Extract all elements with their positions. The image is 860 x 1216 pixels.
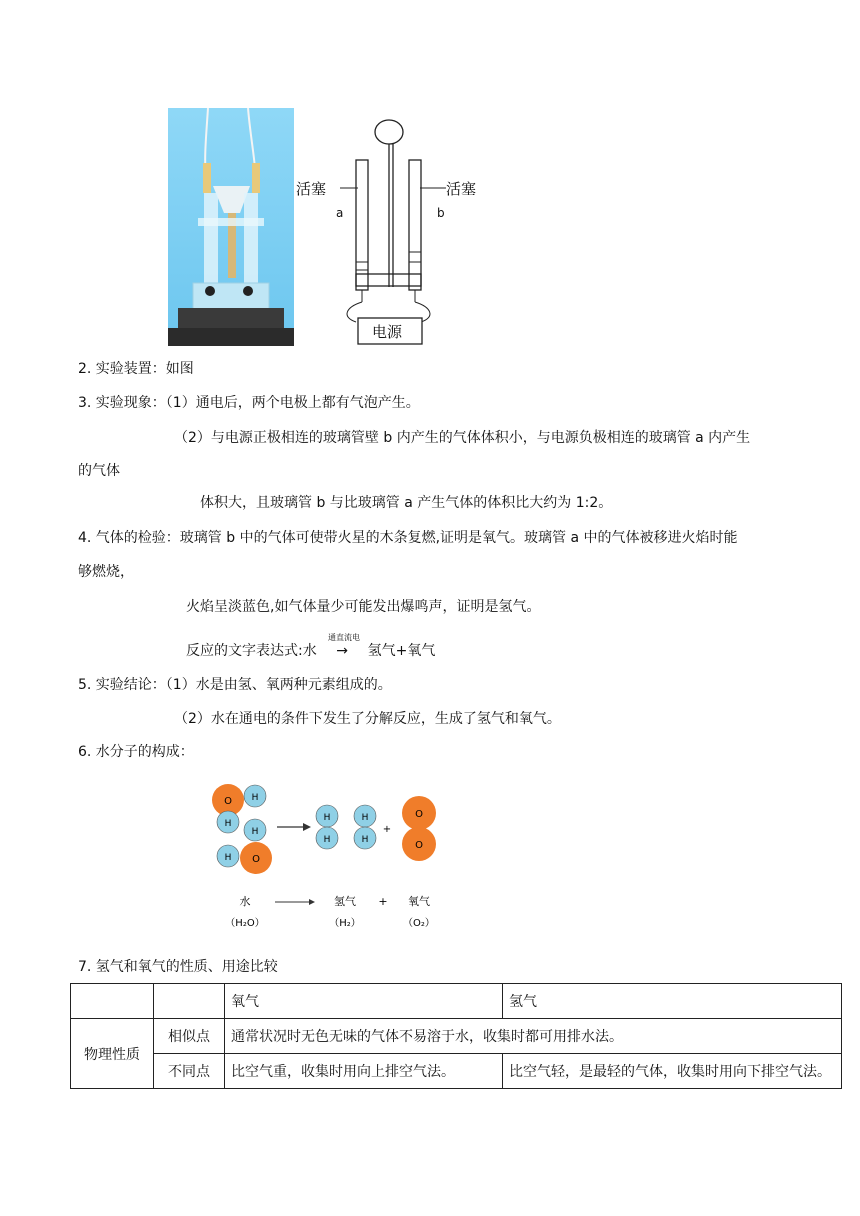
table-row [71, 1019, 842, 1054]
reaction-arrow: → [336, 643, 349, 659]
atom-o-3: O [415, 809, 423, 820]
section-4-gas-test: 4. 气体的检验：玻璃管 b 中的气体可使带火星的木条复燃,证明是氧气。玻璃管 a 中的气体被移进火焰时能 [78, 530, 738, 546]
stopcock-left-label: 活塞 [296, 180, 327, 198]
water-molecule-diagram [205, 772, 450, 937]
power-supply-label: 电源 [372, 323, 403, 341]
atom-o-1: O [224, 796, 232, 807]
section-3-phenomenon-2-cont2: 体积大，且玻璃管 b 与比玻璃管 a 产生气体的体积比大约为 1:2。 [200, 495, 613, 511]
tube-b-label: b [437, 206, 445, 220]
atom-h-5: H [323, 813, 331, 823]
section-6-molecule: 6. 水分子的构成： [78, 744, 194, 760]
formula-hydrogen: （H₂） [329, 918, 361, 929]
atom-h-2: H [224, 819, 232, 829]
electrolysis-apparatus-photo [168, 108, 294, 346]
word-equation-reactant: 反应的文字表达式:水 [186, 643, 317, 659]
electrolysis-schematic [296, 112, 496, 348]
diff-hydrogen: 比空气轻，是最轻的气体，收集时用向下排空气法。 [503, 1054, 842, 1089]
section-5-conclusion: 5. 实验结论：（1）水是由氢、氧两种元素组成的。 [78, 677, 392, 693]
plus-sign-2: + [378, 895, 388, 908]
similar-text: 通常状况时无色无味的气体不易溶于水，收集时都可用排水法。 [225, 1019, 842, 1054]
label-oxygen: 氧气 [408, 895, 430, 908]
atom-o-4: O [415, 840, 423, 851]
table-row [71, 1054, 842, 1089]
atom-h-3: H [251, 827, 259, 837]
similar-label: 相似点 [154, 1019, 225, 1054]
label-hydrogen: 氢气 [334, 895, 356, 908]
word-equation-products: 氢气+氧气 [367, 643, 436, 659]
comparison-table [70, 983, 842, 1089]
diff-oxygen: 比空气重，收集时用向上排空气法。 [225, 1054, 503, 1089]
tube-a-label: a [336, 206, 344, 220]
atom-h-7: H [361, 813, 369, 823]
section-5-conclusion-2: （2）水在通电的条件下发生了分解反应，生成了氢气和氧气。 [174, 711, 561, 727]
table-header-cell [71, 984, 154, 1019]
formula-water: （H₂O） [225, 918, 265, 929]
section-3-phenomenon-2-cont: 的气体 [78, 463, 120, 479]
table-header-cell [154, 984, 225, 1019]
atom-o-2: O [252, 854, 260, 865]
atom-h-1: H [251, 793, 259, 803]
section-4-gas-test-cont: 够燃烧， [78, 564, 134, 580]
section-3-phenomenon: 3. 实验现象：（1）通电后，两个电极上都有气泡产生。 [78, 395, 420, 411]
atom-h-8: H [361, 835, 369, 845]
label-water: 水 [239, 895, 251, 908]
section-3-phenomenon-2: （2）与电源正极相连的玻璃管壁 b 内产生的气体体积小，与电源负极相连的玻璃管 a 内产生 [174, 430, 751, 446]
reaction-condition: 通直流电 [328, 633, 360, 642]
section-4-gas-test-cont2: 火焰呈淡蓝色,如气体量少可能发出爆鸣声，证明是氢气。 [186, 599, 541, 615]
row-group-physical: 物理性质 [71, 1019, 154, 1089]
diff-label: 不同点 [154, 1054, 225, 1089]
stopcock-right-label: 活塞 [446, 180, 477, 198]
formula-oxygen: （O₂） [403, 918, 435, 929]
atom-h-4: H [224, 853, 232, 863]
table-header-row [71, 984, 842, 1019]
section-7-comparison: 7. 氢气和氧气的性质、用途比较 [78, 959, 278, 975]
table-header-hydrogen: 氢气 [503, 984, 842, 1019]
section-2-apparatus: 2. 实验装置：如图 [78, 361, 194, 377]
plus-sign-1: + [382, 824, 392, 835]
word-equation [186, 642, 435, 660]
atom-h-6: H [323, 835, 331, 845]
table-header-oxygen: 氧气 [225, 984, 503, 1019]
